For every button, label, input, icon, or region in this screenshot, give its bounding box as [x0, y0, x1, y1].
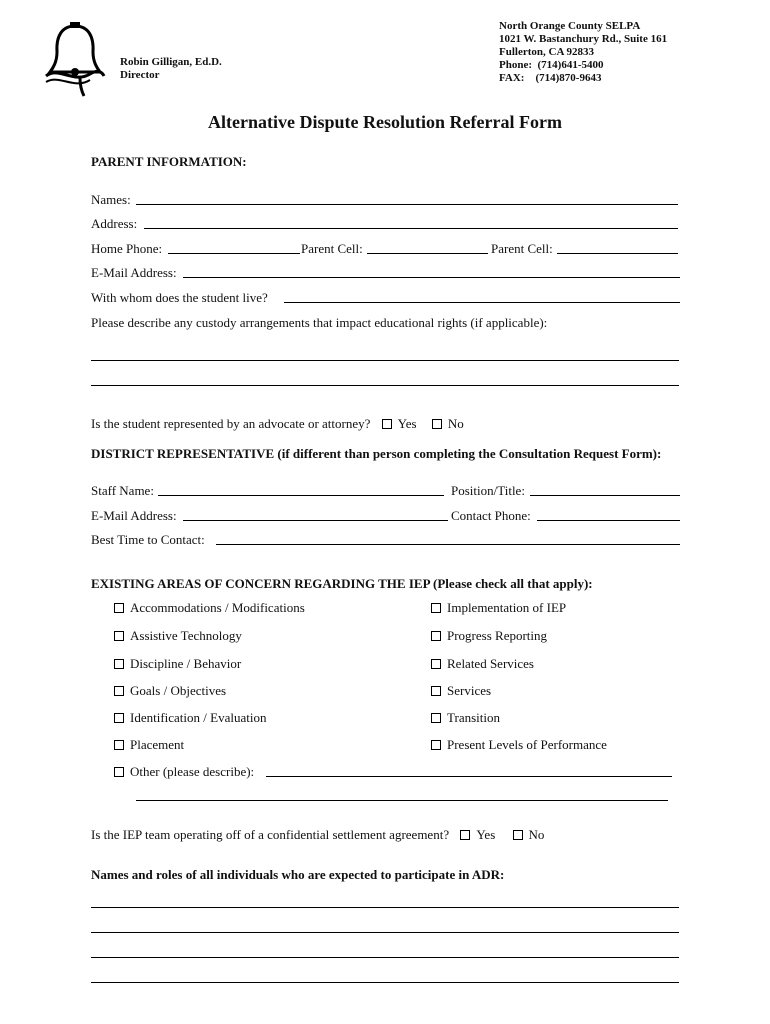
names-label: Names: [91, 192, 131, 207]
checkbox[interactable] [114, 740, 124, 750]
participants-line-3[interactable] [91, 957, 679, 958]
checkbox[interactable] [431, 686, 441, 696]
checkbox[interactable] [431, 659, 441, 669]
staff-name-label: Staff Name: [91, 483, 154, 498]
participants-line-4[interactable] [91, 982, 679, 983]
custody-field-line-2[interactable] [91, 385, 679, 386]
address-label: Address: [91, 216, 138, 231]
org-street: 1021 W. Bastanchury Rd., Suite 161 [499, 33, 668, 45]
parent-cell-1-label: Parent Cell: [301, 241, 363, 256]
participants-heading: Names and roles of all individuals who are expected to participate in ADR: [91, 867, 505, 882]
staff-name-field[interactable] [158, 495, 444, 496]
settlement-no-checkbox[interactable] [513, 830, 523, 840]
option-label: Discipline / Behavior [130, 656, 242, 671]
best-time-label: Best Time to Contact: [91, 532, 205, 547]
custody-field-line-1[interactable] [91, 360, 679, 361]
advocate-question: Is the student represented by an advocate or attorney? [91, 416, 371, 431]
concern-option[interactable] [114, 628, 242, 644]
checkbox[interactable] [114, 713, 124, 723]
address-field[interactable] [144, 228, 678, 229]
parent-cell-2-label: Parent Cell: [491, 241, 553, 256]
home-phone-field[interactable] [168, 253, 300, 254]
settlement-row [91, 827, 544, 843]
parent-cell-1-field[interactable] [367, 253, 488, 254]
concern-option[interactable] [114, 656, 241, 672]
checkbox[interactable] [431, 603, 441, 613]
org-phone: Phone: (714)641-5400 [499, 59, 604, 71]
parent-info-heading: PARENT INFORMATION: [91, 154, 247, 169]
concern-option[interactable] [431, 737, 607, 753]
parent-email-field[interactable] [183, 277, 680, 278]
settlement-yes-label: Yes [476, 827, 496, 842]
director-title: Director [120, 69, 160, 81]
org-fax: FAX: (714)870-9643 [499, 72, 602, 84]
concern-other-option[interactable] [114, 764, 254, 780]
home-phone-label: Home Phone: [91, 241, 163, 256]
settlement-question: Is the IEP team operating off of a confidential settlement agreement? [91, 827, 450, 842]
names-field[interactable] [136, 204, 678, 205]
option-label: Goals / Objectives [130, 683, 227, 698]
staff-email-label: E-Mail Address: [91, 508, 177, 523]
checkbox[interactable] [431, 713, 441, 723]
concern-option[interactable] [114, 710, 266, 726]
checkbox[interactable] [114, 603, 124, 613]
lives-with-label: With whom does the student live? [91, 290, 268, 305]
advocate-yes-label: Yes [397, 416, 417, 431]
option-label: Implementation of IEP [447, 600, 567, 615]
org-name: North Orange County SELPA [499, 20, 641, 32]
concern-option[interactable] [114, 683, 226, 699]
option-label: Accommodations / Modifications [130, 600, 305, 615]
staff-email-field[interactable] [183, 520, 448, 521]
contact-phone-field[interactable] [537, 520, 680, 521]
concern-option[interactable] [431, 710, 500, 726]
director-name: Robin Gilligan, Ed.D. [120, 56, 222, 68]
participants-line-2[interactable] [91, 932, 679, 933]
concern-option[interactable] [431, 628, 547, 644]
contact-phone-label: Contact Phone: [451, 508, 531, 523]
position-label: Position/Title: [451, 483, 525, 498]
settlement-yes-checkbox[interactable] [460, 830, 470, 840]
option-label: Related Services [447, 656, 534, 671]
option-label: Identification / Evaluation [130, 710, 267, 725]
advocate-row [91, 416, 464, 432]
option-label: Progress Reporting [447, 628, 548, 643]
settlement-no-label: No [528, 827, 545, 842]
concerns-heading: EXISTING AREAS OF CONCERN REGARDING THE IEP (Please check all that apply): [91, 576, 593, 591]
parent-email-label: E-Mail Address: [91, 265, 177, 280]
advocate-yes-checkbox[interactable] [382, 419, 392, 429]
concern-option[interactable] [114, 600, 305, 616]
position-field[interactable] [530, 495, 680, 496]
concern-option[interactable] [431, 656, 534, 672]
checkbox[interactable] [114, 686, 124, 696]
checkbox[interactable] [114, 631, 124, 641]
checkbox[interactable] [431, 631, 441, 641]
advocate-no-checkbox[interactable] [432, 419, 442, 429]
option-label: Services [447, 683, 492, 698]
checkbox[interactable] [114, 767, 124, 777]
district-rep-heading: DISTRICT REPRESENTATIVE (if different than person completing the Consultation Request Form): [91, 446, 662, 461]
selpa-bell-logo [44, 22, 106, 98]
checkbox[interactable] [114, 659, 124, 669]
best-time-field[interactable] [216, 544, 680, 545]
option-label: Placement [130, 737, 185, 752]
concern-option[interactable] [431, 683, 491, 699]
other-field-line-1[interactable] [266, 776, 672, 777]
custody-label: Please describe any custody arrangements that impact educational rights (if applicable): [91, 315, 548, 330]
other-field-line-2[interactable] [136, 800, 668, 801]
checkbox[interactable] [431, 740, 441, 750]
org-city: Fullerton, CA 92833 [499, 46, 595, 58]
other-label: Other (please describe): [130, 764, 255, 779]
lives-with-field[interactable] [284, 302, 680, 303]
option-label: Assistive Technology [130, 628, 242, 643]
participants-line-1[interactable] [91, 907, 679, 908]
parent-cell-2-field[interactable] [557, 253, 678, 254]
concern-option[interactable] [431, 600, 566, 616]
option-label: Transition [447, 710, 500, 725]
option-label: Present Levels of Performance [447, 737, 607, 752]
form-title: Alternative Dispute Resolution Referral Form [208, 112, 562, 132]
advocate-no-label: No [447, 416, 464, 431]
concern-option[interactable] [114, 737, 184, 753]
